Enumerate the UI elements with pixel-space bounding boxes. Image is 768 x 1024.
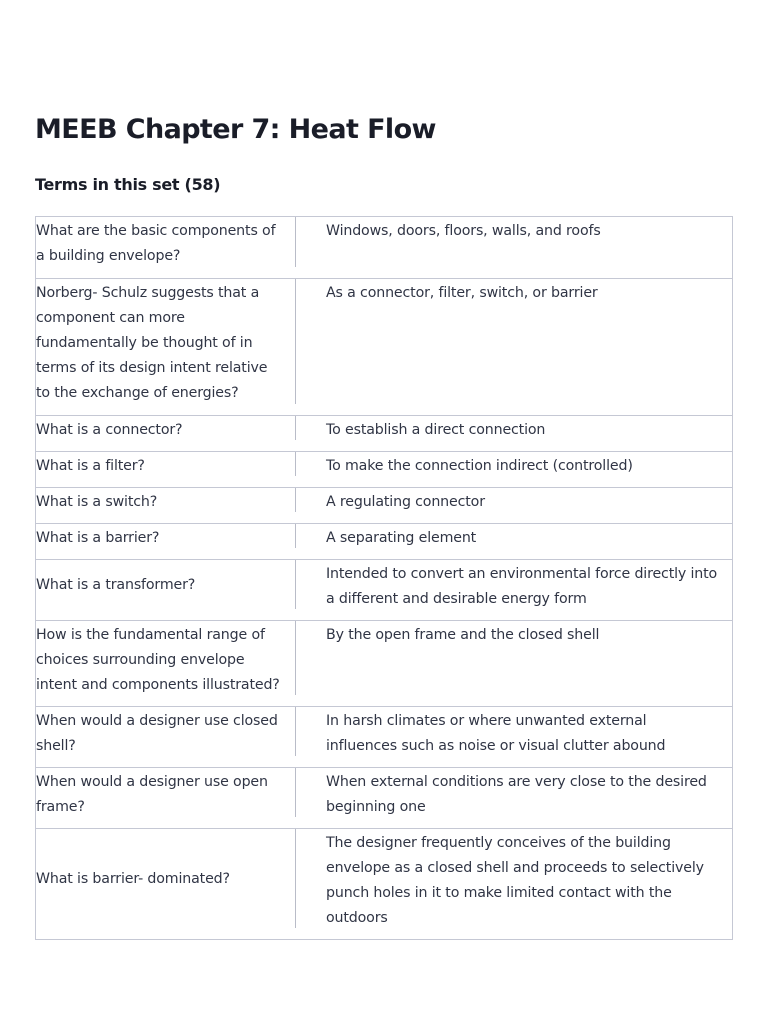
definition-text: When external conditions are very close to the desired beginning one bbox=[326, 774, 707, 815]
definition-text: A separating element bbox=[326, 530, 477, 546]
page-title: MEEB Chapter 7: Heat Flow bbox=[35, 114, 436, 145]
term-text: What is a barrier? bbox=[36, 524, 296, 548]
term-text: When would a designer use open frame? bbox=[36, 768, 296, 817]
definition-text: Intended to convert an environmental force directly into a different and desirable energy form bbox=[326, 566, 718, 607]
term-row bbox=[36, 559, 732, 621]
definition-text: As a connector, filter, switch, or barrier bbox=[326, 285, 598, 301]
term-text: What is a filter? bbox=[36, 452, 296, 476]
term-text: Norberg- Schulz suggests that a component can more fundamentally be thought of in terms of its design intent relative to the exchange of energies? bbox=[36, 279, 296, 404]
term-row bbox=[36, 706, 732, 768]
term-text: What is a connector? bbox=[36, 416, 296, 440]
term-text: What is a transformer? bbox=[36, 560, 296, 609]
term-text: How is the fundamental range of choices surrounding envelope intent and components illustrated? bbox=[36, 621, 296, 695]
definition-text: In harsh climates or where unwanted external influences such as noise or visual clutter abound bbox=[326, 713, 666, 754]
term-text: When would a designer use closed shell? bbox=[36, 707, 296, 756]
term-row bbox=[36, 487, 732, 524]
definition-text: A regulating connector bbox=[326, 494, 485, 510]
term-text: What are the basic components of a building envelope? bbox=[36, 217, 296, 267]
term-row bbox=[36, 451, 732, 488]
definition-text: Windows, doors, floors, walls, and roofs bbox=[326, 223, 601, 239]
definition-text: The designer frequently conceives of the building envelope as a closed shell and proceeds to selectively punch holes in it to make limited contact with the outdoors bbox=[326, 835, 704, 926]
definition-text: To establish a direct connection bbox=[326, 422, 546, 438]
term-row bbox=[36, 767, 732, 829]
terms-count-heading: Terms in this set (58) bbox=[35, 175, 221, 194]
term-row bbox=[36, 828, 732, 940]
terms-table bbox=[35, 216, 733, 940]
definition-text: By the open frame and the closed shell bbox=[326, 627, 600, 643]
term-row bbox=[36, 217, 732, 279]
term-text: What is a switch? bbox=[36, 488, 296, 512]
term-row bbox=[36, 620, 732, 707]
term-text: What is barrier- dominated? bbox=[36, 829, 296, 928]
definition-text: To make the connection indirect (controlled) bbox=[326, 458, 633, 474]
term-row bbox=[36, 278, 732, 416]
term-row bbox=[36, 523, 732, 560]
term-row bbox=[36, 415, 732, 452]
